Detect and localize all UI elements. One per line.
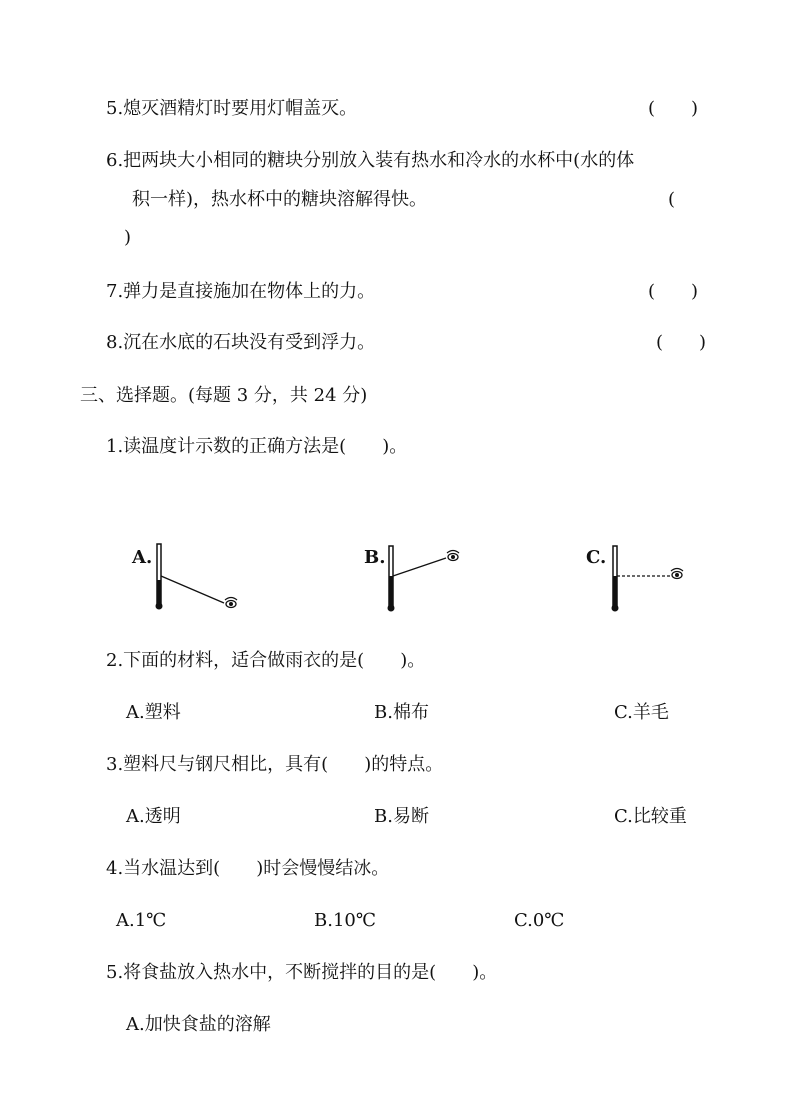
figure-label-a: A.	[132, 547, 153, 568]
tf-item-5: 5.熄灭酒精灯时要用灯帽盖灭。	[106, 98, 358, 119]
answer-paren-open[interactable]: (	[668, 189, 676, 210]
option-c[interactable]: C.0℃	[514, 910, 565, 931]
tf-item-6-line2: 积一样)，热水杯中的糖块溶解得快。	[132, 189, 428, 210]
section-heading: 三、选择题。(每题 3 分，共 24 分)	[80, 385, 368, 406]
thermometer-figure-b[interactable]	[360, 540, 480, 620]
option-a[interactable]: A.塑料	[126, 702, 181, 723]
thermometer-figure-c[interactable]	[584, 540, 704, 620]
answer-paren[interactable]: ( )	[648, 98, 699, 119]
tf-item-8: 8.沉在水底的石块没有受到浮力。	[106, 332, 376, 353]
question-1: 1.读温度计示数的正确方法是( )。	[106, 436, 408, 457]
option-b[interactable]: B.易断	[374, 806, 429, 827]
option-a[interactable]: A.加快食盐的溶解	[126, 1014, 271, 1035]
answer-paren[interactable]: ( )	[656, 332, 707, 353]
option-b[interactable]: B.10℃	[314, 910, 376, 931]
thermometer-figure-a[interactable]	[128, 540, 248, 620]
option-a[interactable]: A.透明	[126, 806, 181, 827]
figure-label-b: B.	[364, 547, 386, 568]
option-a[interactable]: A.1℃	[116, 910, 167, 931]
figure-label-c: C.	[586, 547, 607, 568]
tf-item-6-line1: 6.把两块大小相同的糖块分别放入装有热水和冷水的水杯中(水的体	[106, 150, 635, 171]
answer-paren[interactable]: ( )	[648, 281, 699, 302]
option-c[interactable]: C.比较重	[614, 806, 687, 827]
tf-item-7: 7.弹力是直接施加在物体上的力。	[106, 281, 376, 302]
option-b[interactable]: B.棉布	[374, 702, 429, 723]
question-5: 5.将食盐放入热水中，不断搅拌的目的是( )。	[106, 962, 498, 983]
question-2: 2.下面的材料，适合做雨衣的是( )。	[106, 650, 426, 671]
option-c[interactable]: C.羊毛	[614, 702, 669, 723]
question-3: 3.塑料尺与钢尺相比，具有( )的特点。	[106, 754, 444, 775]
answer-paren-close[interactable]: )	[124, 227, 132, 248]
question-4: 4.当水温达到( )时会慢慢结冰。	[106, 858, 390, 879]
